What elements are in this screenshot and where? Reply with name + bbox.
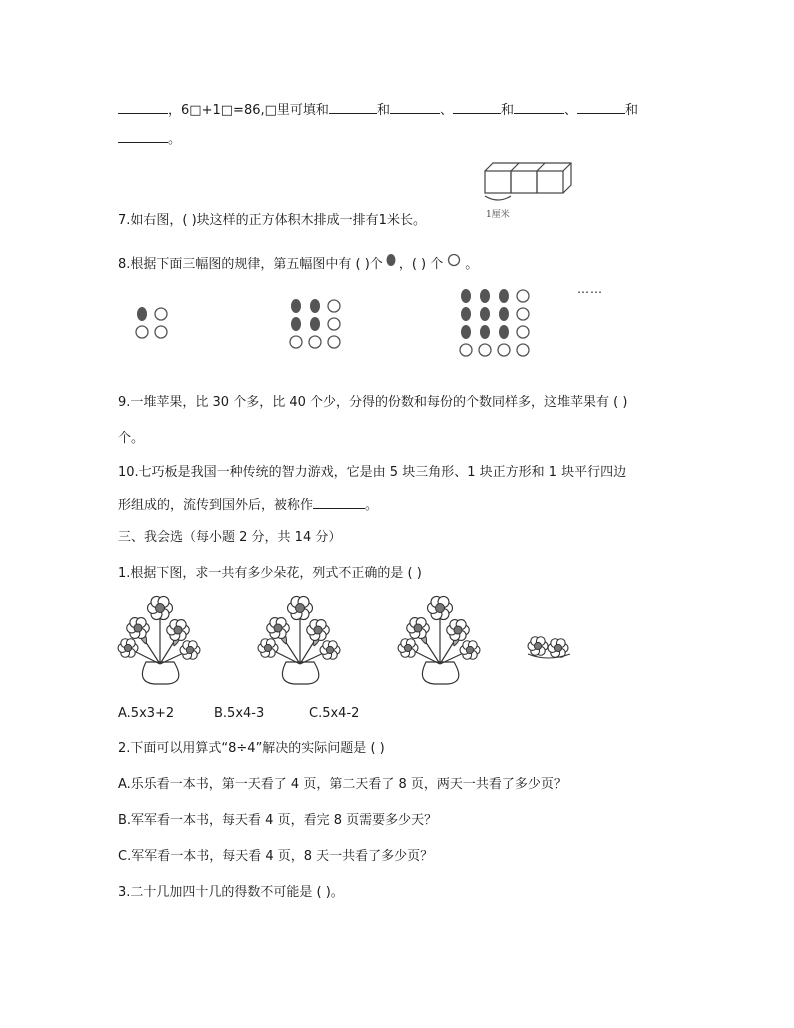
flower <box>447 620 469 641</box>
flower <box>118 639 138 657</box>
s3q2-option-c[interactable]: C.军军看一本书，每天看 4 页，8 天一共看了多少页？ <box>118 849 434 864</box>
filled-oval <box>461 325 471 339</box>
hollow-circle <box>155 326 167 338</box>
filled-oval <box>499 325 509 339</box>
pattern-continues-dots: …… <box>577 282 603 296</box>
answer-blank[interactable] <box>514 99 564 114</box>
s3-question-1: 1.根据下图，求一共有多少朵花，列式不正确的是 ( ) <box>118 566 422 581</box>
answer-blank[interactable] <box>577 99 625 114</box>
hollow-circle <box>328 300 340 312</box>
flower <box>267 618 290 639</box>
flower <box>180 641 200 659</box>
option-c[interactable]: C.5x4-2 <box>309 706 360 721</box>
hollow-circle <box>290 336 302 348</box>
s3q2-option-a[interactable]: A.乐乐看一本书，第一天看了 4 页，第二天看了 8 页，两天一共看了多少页？ <box>118 777 567 792</box>
answer-blank[interactable] <box>118 128 168 143</box>
answer-blank[interactable] <box>453 99 501 114</box>
s3q2-option-b[interactable]: B.军军看一本书，每天看 4 页，看完 8 页需要多少天？ <box>118 813 438 828</box>
filled-oval <box>499 289 509 303</box>
filled-oval <box>480 307 490 321</box>
q6-continuation-line: ，6□+1□=86,□里可填和 和 、 和 、 和 <box>118 99 638 120</box>
s3-question-3: 3.二十几加四十几的得数不可能是 ( )。 <box>118 885 344 900</box>
answer-blank[interactable] <box>329 99 377 114</box>
flower <box>127 618 150 639</box>
filled-oval <box>291 299 301 313</box>
question-10-line2: 形组成的，流传到国外后，被称作 。 <box>118 494 378 515</box>
hollow-circle <box>309 336 321 348</box>
option-b[interactable]: B.5x4-3 <box>214 706 265 721</box>
flower <box>407 618 429 639</box>
filled-oval <box>499 307 509 321</box>
filled-oval <box>310 299 320 313</box>
section-3-heading: 三、我会选（每小题 2 分，共 14 分） <box>118 530 342 545</box>
flower <box>258 639 278 657</box>
loose-flowers <box>528 637 570 658</box>
hollow-circle <box>517 326 529 338</box>
flower <box>528 637 548 655</box>
hollow-circle <box>517 308 529 320</box>
flower <box>320 641 340 659</box>
circle-pattern-figures <box>128 288 548 373</box>
flower-vases-figure <box>112 594 582 686</box>
hollow-circle-icon <box>446 253 462 269</box>
q6-continuation-line2: 。 <box>118 128 181 149</box>
flower-vase <box>258 596 340 684</box>
filled-oval <box>461 307 471 321</box>
filled-oval-icon <box>385 253 397 269</box>
option-a[interactable]: A.5x3+2 <box>118 706 175 721</box>
flower-vase <box>398 596 480 684</box>
hollow-circle <box>136 326 148 338</box>
flower <box>398 639 418 657</box>
cube-row-figure <box>482 160 578 222</box>
pattern-figure-3 <box>460 289 529 356</box>
hollow-circle <box>479 344 491 356</box>
filled-oval <box>480 325 490 339</box>
question-8: 8.根据下面三幅图的规律，第五幅图中有 ( )个 ，( ) 个 。 <box>118 253 478 274</box>
flower <box>148 596 173 619</box>
flower <box>548 639 568 657</box>
flower-vase <box>118 596 200 684</box>
flower <box>460 641 480 659</box>
s3-question-2: 2.下面可以用算式“8÷4”解决的实际问题是 ( ) <box>118 741 385 756</box>
cube-size-label: 1厘米 <box>486 210 510 220</box>
flower <box>307 620 330 641</box>
hollow-circle <box>498 344 510 356</box>
filled-oval <box>480 289 490 303</box>
filled-oval <box>291 317 301 331</box>
answer-blank[interactable] <box>118 99 168 114</box>
flower <box>167 620 190 641</box>
hollow-circle <box>460 344 472 356</box>
question-9-line2: 个。 <box>118 431 145 446</box>
answer-blank[interactable] <box>313 494 365 509</box>
filled-oval <box>461 289 471 303</box>
pattern-figure-1 <box>136 307 167 338</box>
hollow-circle <box>517 344 529 356</box>
filled-oval <box>310 317 320 331</box>
flower <box>428 596 453 619</box>
answer-blank[interactable] <box>390 99 440 114</box>
hollow-circle <box>328 318 340 330</box>
filled-oval <box>137 307 147 321</box>
flower <box>288 596 313 619</box>
question-9-line1: 9.一堆苹果，比 30 个多，比 40 个少，分得的份数和每份的个数同样多，这堆苹果有 ( ) <box>118 395 628 410</box>
hollow-circle <box>155 308 167 320</box>
hollow-circle <box>517 290 529 302</box>
question-10-line1: 10.七巧板是我国一种传统的智力游戏，它是由 5 块三角形、1 块正方形和 1 块平行四边 <box>118 465 627 480</box>
pattern-figure-2 <box>290 299 340 348</box>
hollow-circle <box>328 336 340 348</box>
question-7: 7.如右图，( )块这样的正方体积木排成一排有1米长。 <box>118 213 426 228</box>
